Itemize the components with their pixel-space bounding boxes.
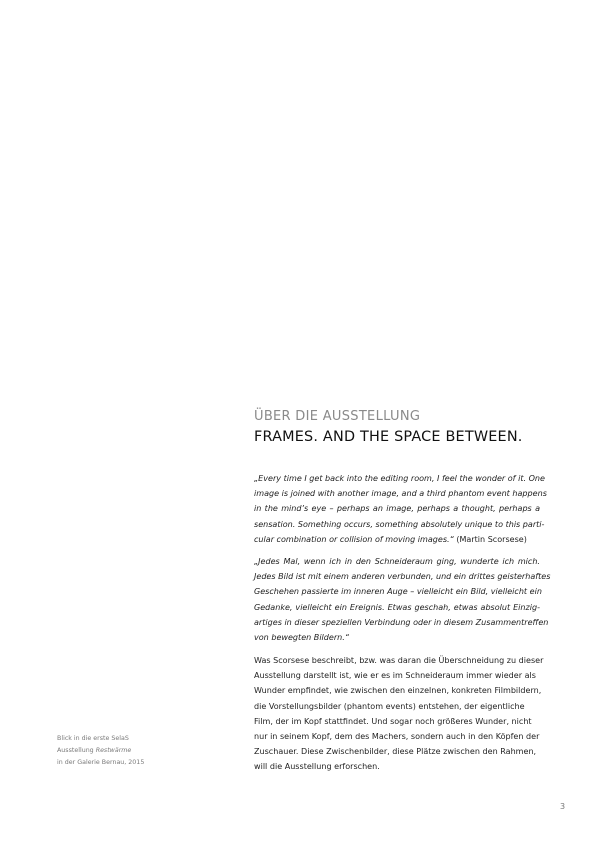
quote-en-line: sensation. Something occurs, something absolutely unique to this parti- (254, 519, 545, 529)
caption-line: in der Galerie Bernau, 2015 (57, 758, 145, 766)
paragraph-line: Was Scorsese beschreibt, bzw. was daran die Überschneidung zu dieser (254, 656, 544, 665)
paragraph-line: Film, der im Kopf stattfindet. Und sogar noch größeres Wunder, nicht (254, 716, 532, 726)
paragraph-line: die Vorstellungsbilder (phantom events) entstehen, der eigentliche (254, 701, 525, 711)
quote-english (254, 471, 547, 547)
quote-en-line: cular combination or collision of moving images.“ (254, 534, 454, 544)
image-caption (57, 733, 217, 768)
page-number: 3 (560, 802, 566, 811)
quote-en-line: image is joined with another image, and a third phantom event happens (254, 489, 547, 499)
caption-exhibition-title: Restwärme (95, 746, 132, 754)
paragraph-line: will die Ausstellung erforschen. (254, 762, 380, 772)
quote-de-line: Gedanke, vielleicht ein Ereignis. Etwas geschah, etwas absolut Einzig- (254, 602, 540, 612)
paragraph-line: Ausstellung darstellt ist, wie er es im Schneideraum immer wieder als (254, 671, 536, 681)
quote-de-line: von bewegten Bildern.“ (254, 633, 349, 643)
quote-de-line: „Jedes Mal, wenn ich in den Schneideraum ging, wunderte ich mich. (254, 557, 540, 566)
caption-text: Ausstellung (57, 746, 96, 754)
page-title: FRAMES. AND THE SPACE BETWEEN. (254, 429, 523, 445)
quote-en-line: „Every time I get back into the editing room, I feel the wonder of it. One (254, 474, 545, 483)
quote-de-line: artiges in dieser speziellen Verbindung oder in diesem Zusammentreffen (254, 617, 549, 627)
caption-line: Blick in die erste SelaS (57, 735, 129, 742)
body-paragraph (254, 653, 544, 775)
quote-de-line: Geschehen passierte im inneren Auge – vielleicht ein Bild, vielleicht ein (254, 587, 542, 597)
quote-en-line: in the mind’s eye – perhaps an image, perhaps a thought, perhaps a (254, 504, 540, 514)
paragraph-line: Zuschauer. Diese Zwischenbilder, diese Plätze zwischen den Rahmen, (254, 747, 537, 757)
quote-de-line: Jedes Bild ist mit einem anderen verbunden, und ein drittes geisterhaftes (254, 572, 551, 582)
page-top-whitespace (0, 0, 595, 395)
caption-line (57, 745, 217, 757)
section-kicker: ÜBER DIE AUSSTELLUNG (254, 409, 421, 424)
paragraph-line: nur in seinem Kopf, dem des Machers, sondern auch in den Köpfen der (254, 732, 540, 742)
quote-en-last-line (254, 532, 540, 547)
quote-attribution: (Martin Scorsese) (453, 534, 527, 544)
paragraph-line: Wunder empfindet, wie zwischen den einzelnen, konkreten Filmbildern, (254, 686, 542, 696)
quote-german (254, 554, 551, 645)
